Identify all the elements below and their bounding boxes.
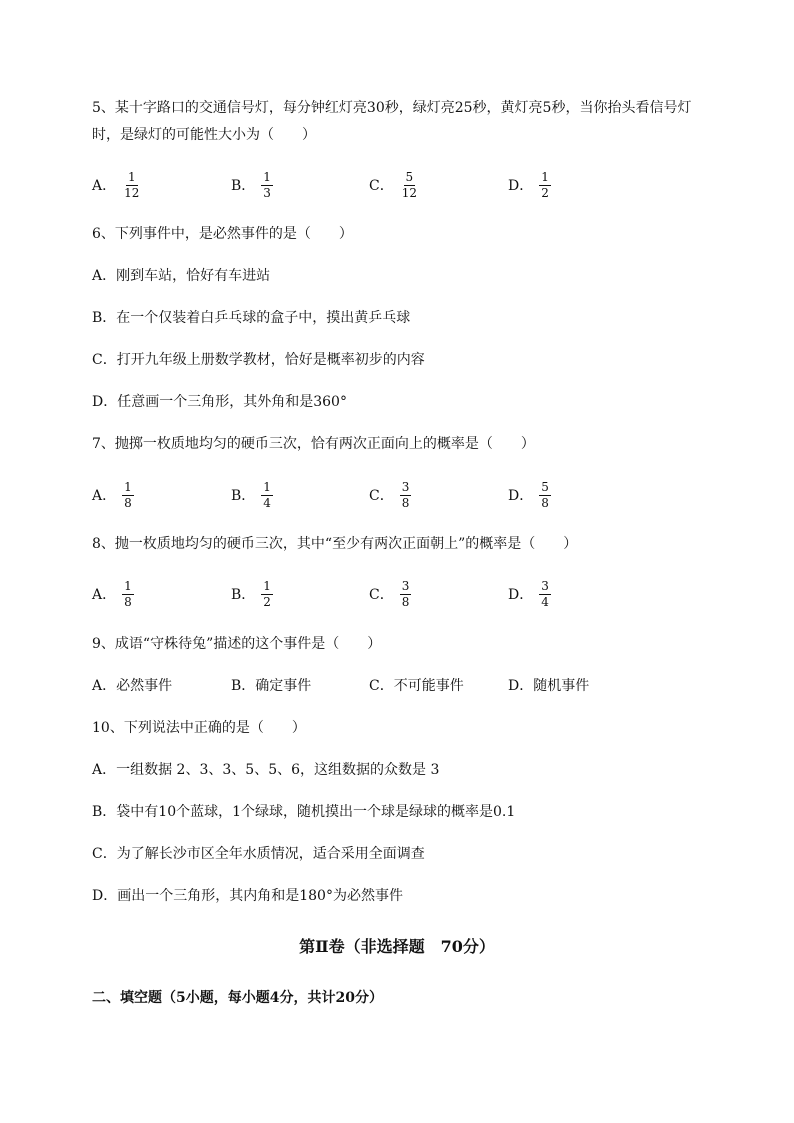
q10-option-b[interactable]: B．袋中有10个蓝球，1个绿球，随机摸出一个球是绿球的概率是0.1 <box>92 804 516 820</box>
q9-option-c[interactable]: C．不可能事件 <box>369 678 464 694</box>
fraction: $\frac{1}{4}$ <box>263 479 271 510</box>
fraction: $\frac{3}{4}$ <box>541 578 549 609</box>
q5-option-b[interactable]: B． $\frac{1}{3}$ <box>231 169 271 200</box>
section-title: 第Ⅱ卷（非选择题 70分） <box>299 937 495 956</box>
fraction: $\frac{3}{8}$ <box>401 479 410 510</box>
q5-option-d[interactable]: D． $\frac{1}{2}$ <box>508 169 549 200</box>
q7-stem: 7、抛掷一枚质地均匀的硬币三次，恰有两次正面向上的概率是（ ） <box>92 436 535 452</box>
q6-option-a[interactable]: A．刚到车站，恰好有车进站 <box>92 268 271 284</box>
q5-stem-line1: 5、某十字路口的交通信号灯，每分钟红灯亮30秒，绿灯亮25秒，黄灯亮5秒，当你抬头看信号灯 <box>92 100 692 116</box>
q7-option-d[interactable]: D． $\frac{5}{8}$ <box>508 479 549 510</box>
q5-option-a[interactable]: A． $\frac{1}{12}$ <box>92 169 140 200</box>
q7-option-b[interactable]: B． $\frac{1}{4}$ <box>231 479 271 510</box>
q9-stem: 9、成语“守株待兔”描述的这个事件是（ ） <box>92 636 382 652</box>
q9-option-b[interactable]: B．确定事件 <box>231 678 312 694</box>
q9-option-a[interactable]: A．必然事件 <box>92 678 173 694</box>
q10-option-c[interactable]: C．为了解长沙市区全年水质情况，适合采用全面调查 <box>92 846 425 862</box>
section-subtitle: 二、填空题（5小题，每小题4分，共计20分） <box>92 990 383 1006</box>
q7-option-c[interactable]: C． $\frac{3}{8}$ <box>369 479 410 510</box>
fraction: $\frac{1}{8}$ <box>124 578 132 609</box>
q6-stem: 6、下列事件中，是必然事件的是（ ） <box>92 226 353 242</box>
q8-option-a[interactable]: A． $\frac{1}{8}$ <box>92 578 132 609</box>
fraction: $\frac{1}{12}$ <box>124 169 140 200</box>
q10-stem: 10、下列说法中正确的是（ ） <box>92 720 306 736</box>
q5-stem-line2: 时，是绿灯的可能性大小为（ ） <box>92 127 316 143</box>
fraction: $\frac{5}{8}$ <box>541 479 549 510</box>
q6-option-b[interactable]: B．在一个仅装着白乒乓球的盒子中，摸出黄乒乓球 <box>92 310 411 326</box>
q10-option-d[interactable]: D．画出一个三角形，其内角和是180°为必然事件 <box>92 888 403 904</box>
q5-option-c[interactable]: C． $\frac{5}{12}$ <box>369 169 417 200</box>
q6-option-d[interactable]: D．任意画一个三角形，其外角和是360° <box>92 394 347 410</box>
q8-options <box>92 574 712 614</box>
q5-options <box>92 165 712 205</box>
q7-option-a[interactable]: A． $\frac{1}{8}$ <box>92 479 132 510</box>
fraction: $\frac{1}{2}$ <box>263 578 271 609</box>
fraction: $\frac{5}{12}$ <box>401 169 417 200</box>
q8-stem: 8、抛一枚质地均匀的硬币三次，其中“至少有两次正面朝上”的概率是（ ） <box>92 536 578 552</box>
q9-option-d[interactable]: D．随机事件 <box>508 678 590 694</box>
q8-option-d[interactable]: D． $\frac{3}{4}$ <box>508 578 549 609</box>
q7-options <box>92 475 712 515</box>
fraction: $\frac{1}{3}$ <box>263 169 271 200</box>
q6-option-c[interactable]: C．打开九年级上册数学教材，恰好是概率初步的内容 <box>92 352 425 368</box>
q8-option-b[interactable]: B． $\frac{1}{2}$ <box>231 578 271 609</box>
fraction: $\frac{1}{2}$ <box>541 169 549 200</box>
q8-option-c[interactable]: C． $\frac{3}{8}$ <box>369 578 410 609</box>
fraction: $\frac{1}{8}$ <box>124 479 132 510</box>
q10-option-a[interactable]: A．一组数据 2、3、3、5、5、6，这组数据的众数是 3 <box>92 762 440 778</box>
q9-options <box>92 665 712 705</box>
fraction: $\frac{3}{8}$ <box>401 578 410 609</box>
